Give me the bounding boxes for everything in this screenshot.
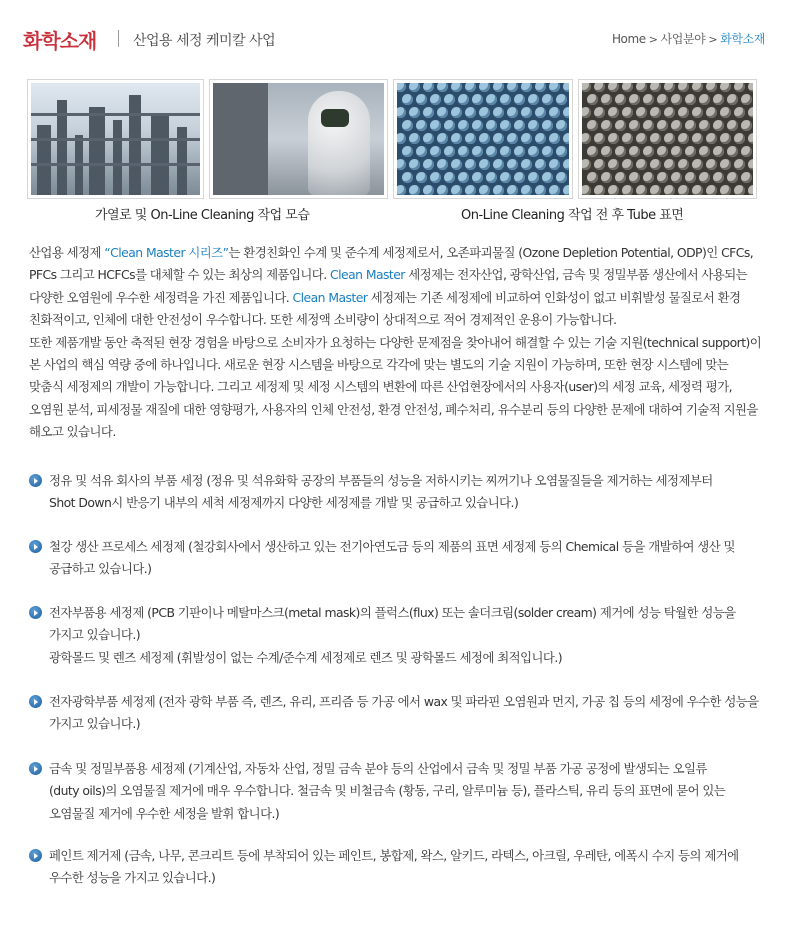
- page-subtitle: 산업용 세정 케미칼 사업: [133, 33, 276, 49]
- arrow-bullet-icon: [29, 849, 42, 862]
- feature-text: [49, 758, 777, 825]
- page-header: [0, 0, 807, 62]
- feature-text: [49, 845, 777, 890]
- refinery-photo: [27, 79, 204, 199]
- feature-line: 전자광학부품 세정제 (전자 광학 부품 즉, 렌즈, 유리, 프리즘 등 가공 에서 wax 및 파라핀 오염원과 먼지, 가공 칩 등의 세정에 우수한 성능을: [49, 694, 759, 709]
- photo-caption-left: 가열로 및 On-Line Cleaning 작업 모습: [95, 208, 310, 223]
- intro-line: 다양한 오염원에 우수한 세정력을 가진 제품입니다. Clean Master 세정제는 기존 세정제에 비교하여 인화성이 없고 비휘발성 물질로서 환경: [29, 289, 741, 305]
- title-divider: [118, 30, 119, 47]
- intro-line: 맞춤식 세정제의 개발이 가능합니다. 그리고 세정제 및 세정 시스템의 변환에 따른 산업현장에서의 사용자(user)의 세정 교육, 세정력 평가,: [29, 379, 733, 395]
- breadcrumb-home-link[interactable]: Home: [611, 32, 646, 46]
- feature-line: (duty oils)의 오염물질 제거에 매우 우수합니다. 철금속 및 비철금속 (황동, 구리, 알루미늄 등), 플라스틱, 유리 등의 표면에 묻어 있는: [49, 783, 726, 799]
- arrow-bullet-icon: [29, 606, 42, 619]
- intro-line: 또한 제품개발 동안 축적된 현장 경험을 바탕으로 소비자가 요청하는 다양한 문제점을 찾아내어 해결할 수 있는 기술 지원(technical support)이: [29, 334, 762, 350]
- arrow-bullet-icon: [29, 540, 42, 553]
- intro-line: 산업용 세정제 “Clean Master 시리즈”는 환경친화인 수계 및 준수계 세정제로서, 오존파괴물질 (Ozone Depletion Potential, ODP)인 CFCs,: [29, 245, 754, 260]
- page-title: 화학소재: [23, 29, 97, 53]
- feature-line: 가지고 있습니다.): [49, 716, 140, 732]
- breadcrumb: [612, 30, 765, 47]
- arrow-bullet-icon: [29, 695, 42, 708]
- tube-after-cleaning-photo: [578, 79, 757, 199]
- arrow-bullet-icon: [29, 762, 42, 775]
- feature-line: 철강 생산 프로세스 세정제 (철강회사에서 생산하고 있는 전기아연도금 등의 제품의 표면 세정제 등의 Chemical 등을 개발하여 생산 및: [49, 539, 735, 554]
- feature-line: 오염물질 제거에 우수한 세정을 발휘 합니다.): [49, 805, 280, 821]
- breadcrumb-current: 화학소재: [720, 32, 765, 46]
- protective-suit-worker-photo: [209, 79, 388, 199]
- feature-line: Shot Down시 반응기 내부의 세척 세정제까지 다양한 세정제를 개발 및 공급하고 있습니다.): [49, 495, 519, 511]
- feature-line: 가지고 있습니다.): [49, 627, 140, 643]
- feature-text: [49, 602, 777, 669]
- arrow-bullet-icon: [29, 474, 42, 487]
- feature-line: 광학몰드 및 렌즈 세정제 (휘발성이 없는 수계/준수계 세정제로 렌즈 및 광학몰드 세정에 최적입니다.): [49, 649, 563, 665]
- intro-line: 오염원 분석, 피세정물 재질에 대한 영향평가, 사용자의 인체 안전성, 환경 안전성, 폐수처리, 유수분리 등의 다양한 문제에 대하여 기술적 지원을: [29, 401, 758, 417]
- intro-line: 친화적이고, 인체에 대한 안전성이 우수합니다. 또한 세정액 소비량이 상대적으로 적어 경제적인 운용이 가능합니다.: [29, 312, 617, 328]
- feature-line: 정유 및 석유 회사의 부품 세정 (정유 및 석유화학 공장의 부품들의 성능을 저하시키는 찌꺼기나 오염물질들을 제거하는 세정제부터: [49, 473, 713, 488]
- tube-before-cleaning-photo: [393, 79, 573, 199]
- feature-line: 금속 및 정밀부품용 세정제 (기계산업, 자동차 산업, 정밀 금속 분야 등의 산업에서 금속 및 정밀 부품 가공 공정에 발생되는 오일류: [49, 761, 707, 776]
- feature-line: 전자부품용 세정제 (PCB 기판이나 메탈마스크(metal mask)의 플럭스(flux) 또는 솔더크림(solder cream) 제거에 성능 탁월한 성능을: [49, 605, 736, 620]
- feature-text: [49, 691, 777, 736]
- breadcrumb-section-link[interactable]: 사업분야: [660, 32, 706, 46]
- feature-line: 우수한 성능을 가지고 있습니다.): [49, 870, 216, 886]
- intro-line: PFCs 그리고 HCFCs를 대체할 수 있는 최상의 제품입니다. Clean Master 세정제는 전자산업, 광학산업, 금속 및 정밀부품 생산에서 사용되는: [29, 267, 748, 283]
- chevron-right-icon: >: [708, 33, 718, 46]
- chevron-right-icon: >: [648, 33, 658, 46]
- feature-line: 페인트 제거제 (금속, 나무, 콘크리트 등에 부착되어 있는 페인트, 봉합제, 왁스, 알키드, 라텍스, 아크릴, 우레탄, 에폭시 수지 등의 제거에: [49, 848, 739, 863]
- product-name-highlight: Clean Master: [292, 289, 368, 305]
- feature-line: 공급하고 있습니다.): [49, 561, 152, 577]
- photo-caption-right: On-Line Cleaning 작업 전 후 Tube 표면: [461, 208, 684, 223]
- product-name-highlight: Clean Master: [330, 267, 405, 283]
- intro-line: 해오고 있습니다.: [29, 424, 116, 440]
- feature-text: [49, 470, 777, 515]
- product-name-highlight: “Clean Master 시리즈”: [104, 245, 229, 260]
- feature-text: [49, 536, 777, 581]
- intro-line: 본 사업의 핵심 역량 중에 하나입니다. 새로운 현장 시스템을 바탕으로 각각에 맞는 별도의 기술 지원이 가능하며, 또한 현장 시스템에 맞는: [29, 357, 729, 373]
- intro-paragraph: [29, 242, 769, 444]
